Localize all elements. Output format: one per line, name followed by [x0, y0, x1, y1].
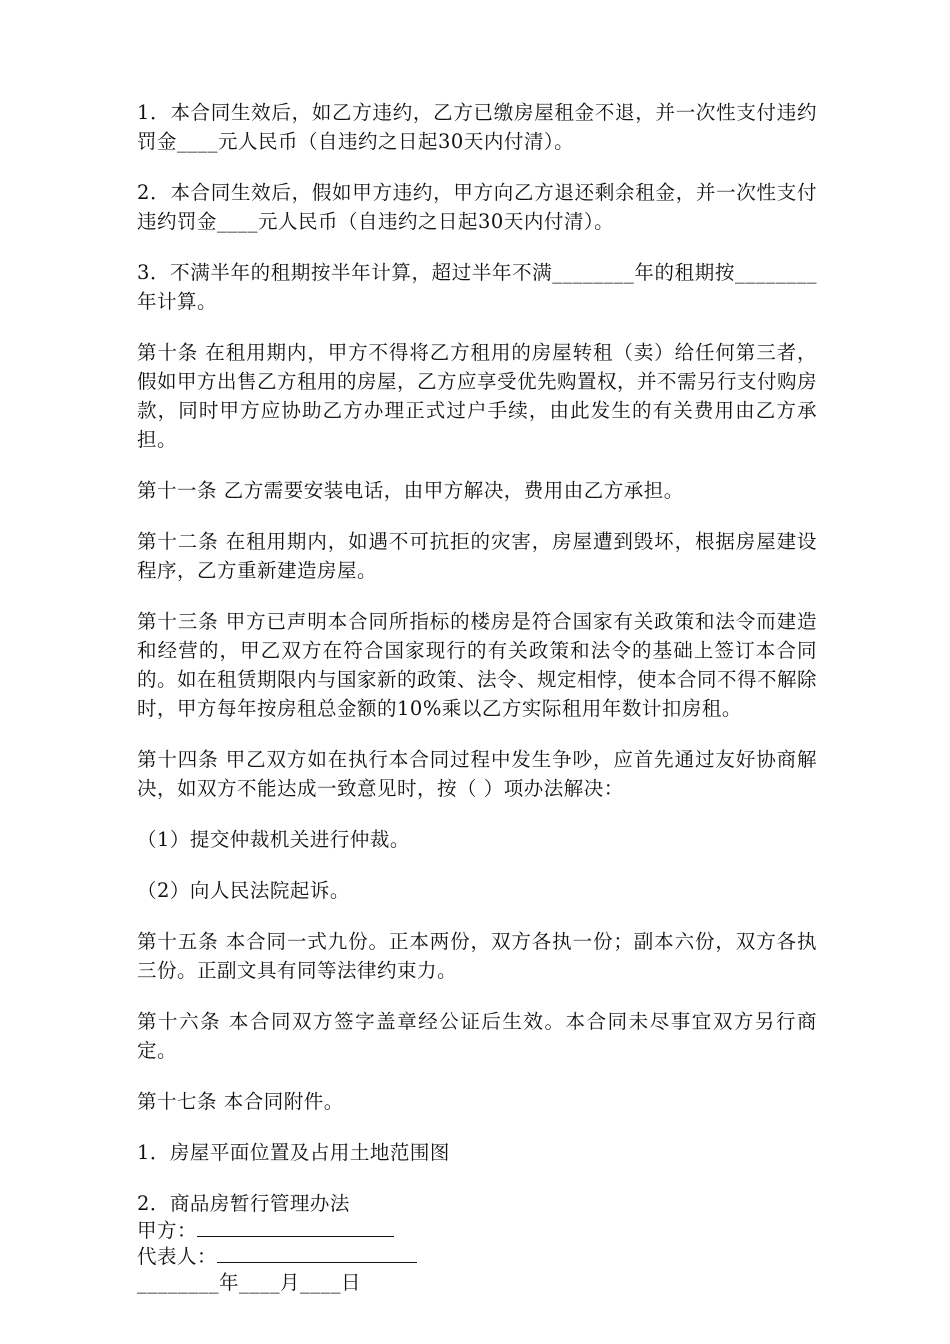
- attachment-2: 2．商品房暂行管理办法: [137, 1192, 350, 1215]
- article-11: 第十一条 乙方需要安装电话，由甲方解决，费用由乙方承担。: [137, 479, 684, 502]
- date-row: ________年____月____日: [137, 1271, 362, 1294]
- article-14-option-1: （1）提交仲裁机关进行仲裁。: [137, 828, 410, 851]
- article-13: 第十三条 甲方已声明本合同所指标的楼房是符合国家有关政策和法令而建造和经营的，甲乙双方在符合国家现行的有关政策和法令的基础上签订本合同的。如在租赁期限内与国家新的政策、法令、规定相悖，使本合同不得不解除时，甲方每年按房租总金额的10%乘以乙方实际租用年数计扣房租。: [137, 610, 818, 720]
- representative-row: [137, 1244, 817, 1270]
- clause-penalty-landlord: 2．本合同生效后，假如甲方违约，甲方向乙方退还剩余租金，并一次性支付违约罚金____元人民币（自违约之日起30天内付清）。: [137, 181, 817, 233]
- article-14-option-2: （2）向人民法院起诉。: [137, 879, 350, 902]
- representative-signature-line: [217, 1244, 417, 1263]
- party-a-row: [137, 1218, 817, 1244]
- document-body: [137, 98, 817, 1296]
- party-a-label: 甲方：: [137, 1219, 198, 1242]
- signature-block: [137, 1218, 817, 1296]
- representative-label: 代表人：: [137, 1245, 218, 1268]
- party-a-signature-line: [197, 1218, 394, 1237]
- article-10: 第十条 在租用期内，甲方不得将乙方租用的房屋转租（卖）给任何第三者，假如甲方出售乙方租用的房屋，乙方应享受优先购置权，并不需另行支付购房款，同时甲方应协助乙方办理正式过户手续，由此发生的有关费用由乙方承担。: [137, 341, 818, 451]
- attachment-1: 1．房屋平面位置及占用土地范围图: [137, 1141, 450, 1164]
- article-14: 第十四条 甲乙双方如在执行本合同过程中发生争吵，应首先通过友好协商解决，如双方不能达成一致意见时，按（ ）项办法解决：: [137, 748, 817, 800]
- article-16: 第十六条 本合同双方签字盖章经公证后生效。本合同未尽事宜双方另行商定。: [137, 1010, 817, 1062]
- article-17: 第十七条 本合同附件。: [137, 1090, 344, 1113]
- clause-lease-term-calc: 3．不满半年的租期按半年计算，超过半年不满________年的租期按________年计算。: [137, 261, 817, 313]
- article-15: 第十五条 本合同一式九份。正本两份，双方各执一份；副本六份，双方各执三份。正副文具有同等法律约束力。: [137, 930, 817, 982]
- article-12: 第十二条 在租用期内，如遇不可抗拒的灾害，房屋遭到毁坏，根据房屋建设程序，乙方重新建造房屋。: [137, 530, 817, 582]
- clause-penalty-tenant: 1．本合同生效后，如乙方违约，乙方已缴房屋租金不退，并一次性支付违约罚金____元人民币（自违约之日起30天内付清）。: [137, 101, 817, 153]
